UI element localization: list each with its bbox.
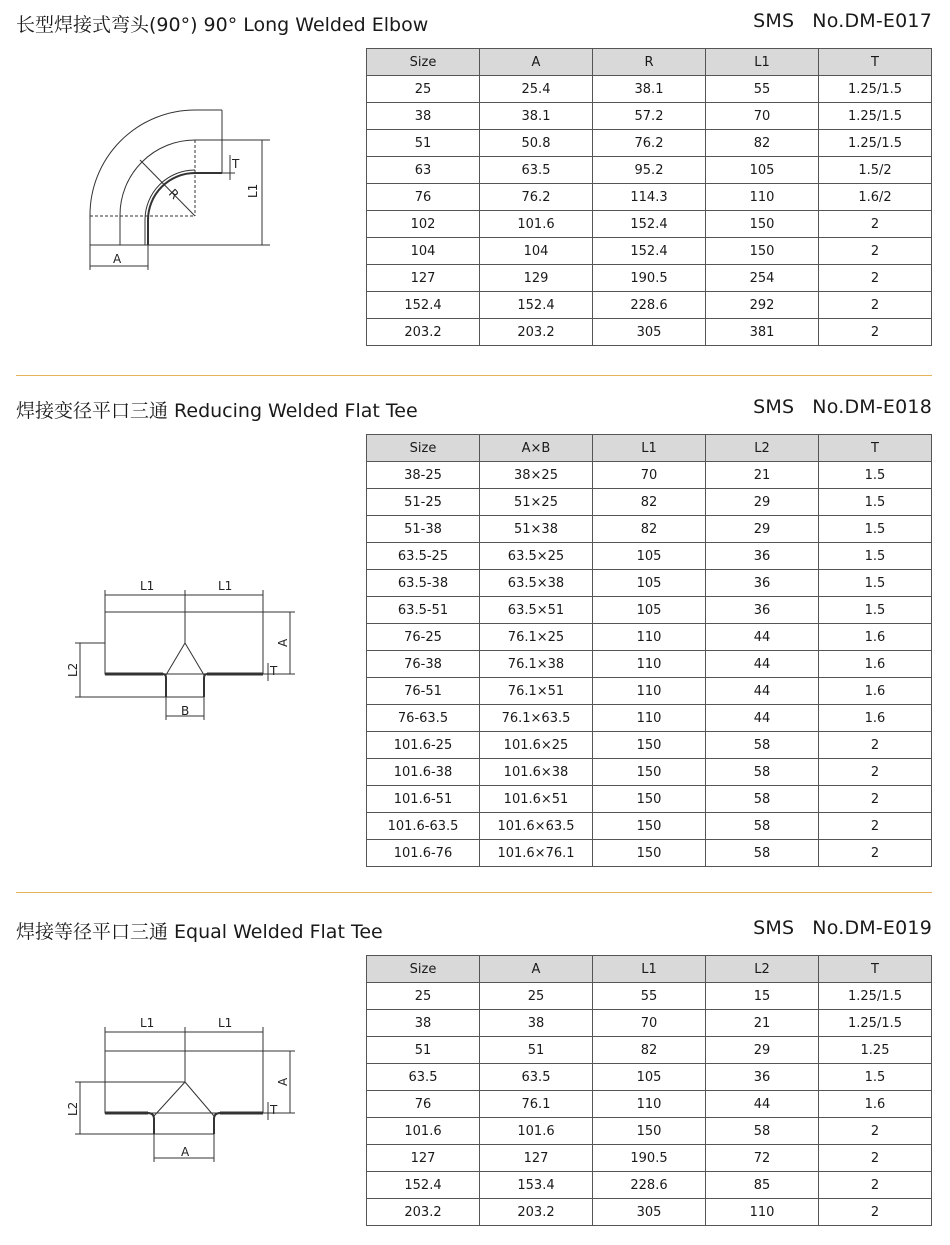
table-cell: 51: [367, 1037, 480, 1064]
table-cell: 58: [706, 786, 819, 813]
table-cell: 127: [367, 265, 480, 292]
column-header: Size: [367, 956, 480, 983]
table-cell: 38-25: [367, 462, 480, 489]
section-code-elbow: [753, 10, 932, 32]
table-cell: 102: [367, 211, 480, 238]
column-header: Size: [367, 49, 480, 76]
column-header: L1: [593, 956, 706, 983]
table-cell: 101.6-51: [367, 786, 480, 813]
column-header: L1: [706, 49, 819, 76]
table-cell: 38: [367, 103, 480, 130]
table-cell: 58: [706, 732, 819, 759]
table-cell: 1.5: [819, 516, 932, 543]
table-cell: 153.4: [480, 1172, 593, 1199]
column-header: L2: [706, 956, 819, 983]
table-cell: 58: [706, 840, 819, 867]
table-row: [367, 840, 932, 867]
table-cell: 292: [706, 292, 819, 319]
table-cell: 1.25/1.5: [819, 1010, 932, 1037]
section-divider: [16, 892, 932, 893]
equal-tee-label-l2: L2: [66, 1101, 80, 1116]
table-cell: 58: [706, 1118, 819, 1145]
table-cell: 51×38: [480, 516, 593, 543]
table-cell: 44: [706, 651, 819, 678]
column-header: A×B: [480, 435, 593, 462]
table-cell: 44: [706, 678, 819, 705]
table-row: [367, 543, 932, 570]
table-row: [367, 732, 932, 759]
table-cell: 127: [480, 1145, 593, 1172]
table-cell: 1.5: [819, 489, 932, 516]
reducing-tee-label-a: A: [276, 638, 290, 647]
column-header: A: [480, 49, 593, 76]
table-cell: 305: [593, 1199, 706, 1226]
column-header: A: [480, 956, 593, 983]
table-cell: 21: [706, 462, 819, 489]
product-code: No.DM-E019: [812, 917, 932, 939]
table-row: [367, 1064, 932, 1091]
table-cell: 203.2: [480, 1199, 593, 1226]
table-cell: 105: [593, 597, 706, 624]
table-cell: 228.6: [593, 1172, 706, 1199]
table-cell: 70: [706, 103, 819, 130]
table-cell: 25: [367, 76, 480, 103]
table-cell: 15: [706, 983, 819, 1010]
table-cell: 110: [706, 1199, 819, 1226]
table-row: [367, 678, 932, 705]
table-cell: 38×25: [480, 462, 593, 489]
table-cell: 2: [819, 1172, 932, 1199]
table-cell: 44: [706, 624, 819, 651]
table-cell: 29: [706, 516, 819, 543]
standard-label: SMS: [753, 10, 795, 32]
table-cell: 2: [819, 813, 932, 840]
table-cell: 1.6: [819, 651, 932, 678]
table-cell: 72: [706, 1145, 819, 1172]
table-cell: 38.1: [593, 76, 706, 103]
section-title-reducing-tee: 焊接变径平口三通 Reducing Welded Flat Tee: [16, 400, 418, 422]
table-row: [367, 211, 932, 238]
table-cell: 51×25: [480, 489, 593, 516]
column-header: T: [819, 435, 932, 462]
table-cell: 51-25: [367, 489, 480, 516]
table-cell: 1.5: [819, 1064, 932, 1091]
table-row: [367, 76, 932, 103]
table-cell: 76.1×63.5: [480, 705, 593, 732]
table-cell: 101.6×51: [480, 786, 593, 813]
table-cell: 57.2: [593, 103, 706, 130]
table-cell: 63.5×38: [480, 570, 593, 597]
table-cell: 2: [819, 211, 932, 238]
table-cell: 63.5: [480, 157, 593, 184]
table-cell: 110: [593, 651, 706, 678]
table-cell: 38: [480, 1010, 593, 1037]
table-cell: 44: [706, 1091, 819, 1118]
elbow-label-t: T: [232, 157, 240, 171]
column-header: T: [819, 49, 932, 76]
table-cell: 63.5×51: [480, 597, 593, 624]
table-cell: 101.6: [480, 1118, 593, 1145]
equal-tee-label-a: A: [276, 1077, 290, 1086]
table-row: [367, 651, 932, 678]
table-cell: 2: [819, 840, 932, 867]
table-cell: 76-51: [367, 678, 480, 705]
equal-tee-label-t: T: [270, 1103, 278, 1117]
elbow-drawing: [70, 100, 290, 280]
table-cell: 105: [593, 1064, 706, 1091]
table-cell: 203.2: [367, 1199, 480, 1226]
table-cell: 25: [480, 983, 593, 1010]
table-row: [367, 1118, 932, 1145]
section-code-reducing-tee: [753, 396, 932, 418]
table-cell: 82: [706, 130, 819, 157]
table-cell: 2: [819, 292, 932, 319]
table-row: [367, 462, 932, 489]
table-cell: 1.25: [819, 1037, 932, 1064]
table-cell: 228.6: [593, 292, 706, 319]
elbow-label-a: A: [113, 252, 122, 266]
table-cell: 190.5: [593, 1145, 706, 1172]
table-cell: 82: [593, 516, 706, 543]
table-cell: 1.25/1.5: [819, 76, 932, 103]
table-cell: 76.2: [593, 130, 706, 157]
table-row: [367, 130, 932, 157]
table-row: [367, 265, 932, 292]
table-cell: 76.2: [480, 184, 593, 211]
table-cell: 101.6-76: [367, 840, 480, 867]
section-title-elbow: 长型焊接式弯头(90°) 90° Long Welded Elbow: [16, 14, 429, 36]
spec-table-elbow: [366, 48, 932, 346]
table-cell: 101.6×25: [480, 732, 593, 759]
table-cell: 76.1×51: [480, 678, 593, 705]
table-cell: 110: [593, 678, 706, 705]
table-row: [367, 319, 932, 346]
table-row: [367, 570, 932, 597]
table-cell: 1.5: [819, 570, 932, 597]
table-cell: 254: [706, 265, 819, 292]
table-cell: 101.6: [480, 211, 593, 238]
table-cell: 150: [593, 786, 706, 813]
table-cell: 150: [706, 211, 819, 238]
equal-tee-label-l1-right: L1: [218, 1016, 233, 1030]
table-row: [367, 983, 932, 1010]
table-cell: 1.6: [819, 678, 932, 705]
table-cell: 51: [367, 130, 480, 157]
table-cell: 58: [706, 759, 819, 786]
table-cell: 305: [593, 319, 706, 346]
table-row: [367, 759, 932, 786]
equal-tee-drawing: [60, 1012, 300, 1167]
table-cell: 29: [706, 489, 819, 516]
table-cell: 70: [593, 1010, 706, 1037]
table-cell: 63: [367, 157, 480, 184]
table-cell: 82: [593, 489, 706, 516]
table-cell: 36: [706, 1064, 819, 1091]
table-cell: 95.2: [593, 157, 706, 184]
table-row: [367, 813, 932, 840]
column-header: T: [819, 956, 932, 983]
table-cell: 110: [593, 705, 706, 732]
table-cell: 38.1: [480, 103, 593, 130]
table-cell: 101.6-63.5: [367, 813, 480, 840]
elbow-label-r: R: [165, 186, 182, 203]
table-cell: 101.6-25: [367, 732, 480, 759]
table-cell: 44: [706, 705, 819, 732]
section-code-equal-tee: [753, 917, 932, 939]
table-cell: 76-38: [367, 651, 480, 678]
table-cell: 110: [593, 624, 706, 651]
table-cell: 105: [593, 543, 706, 570]
table-row: [367, 516, 932, 543]
table-cell: 25: [367, 983, 480, 1010]
table-row: [367, 597, 932, 624]
table-row: [367, 1037, 932, 1064]
table-cell: 190.5: [593, 265, 706, 292]
table-cell: 101.6-38: [367, 759, 480, 786]
table-cell: 150: [593, 813, 706, 840]
table-cell: 1.5/2: [819, 157, 932, 184]
table-row: [367, 1172, 932, 1199]
table-cell: 51-38: [367, 516, 480, 543]
table-cell: 63.5×25: [480, 543, 593, 570]
table-cell: 76: [367, 184, 480, 211]
table-cell: 55: [706, 76, 819, 103]
table-cell: 1.5: [819, 597, 932, 624]
table-cell: 85: [706, 1172, 819, 1199]
table-cell: 55: [593, 983, 706, 1010]
table-cell: 76-25: [367, 624, 480, 651]
table-cell: 203.2: [480, 319, 593, 346]
reducing-tee-label-l1-right: L1: [218, 579, 233, 593]
equal-tee-label-a-bottom: A: [181, 1145, 190, 1159]
table-cell: 36: [706, 543, 819, 570]
table-cell: 101.6×38: [480, 759, 593, 786]
table-cell: 1.6: [819, 624, 932, 651]
table-cell: 1.6: [819, 705, 932, 732]
table-cell: 104: [367, 238, 480, 265]
table-cell: 38: [367, 1010, 480, 1037]
table-cell: 58: [706, 813, 819, 840]
table-cell: 1.5: [819, 462, 932, 489]
table-cell: 21: [706, 1010, 819, 1037]
section-divider: [16, 375, 932, 376]
table-cell: 1.25/1.5: [819, 130, 932, 157]
table-cell: 150: [593, 759, 706, 786]
table-cell: 2: [819, 238, 932, 265]
table-row: [367, 103, 932, 130]
table-cell: 63.5: [367, 1064, 480, 1091]
table-cell: 152.4: [480, 292, 593, 319]
table-row: [367, 292, 932, 319]
table-cell: 381: [706, 319, 819, 346]
table-cell: 127: [367, 1145, 480, 1172]
table-cell: 2: [819, 1199, 932, 1226]
product-code: No.DM-E017: [812, 10, 932, 32]
table-cell: 29: [706, 1037, 819, 1064]
table-cell: 2: [819, 732, 932, 759]
table-cell: 152.4: [367, 1172, 480, 1199]
column-header: Size: [367, 435, 480, 462]
column-header: L1: [593, 435, 706, 462]
table-cell: 105: [593, 570, 706, 597]
column-header: L2: [706, 435, 819, 462]
table-row: [367, 1145, 932, 1172]
table-cell: 152.4: [593, 211, 706, 238]
table-cell: 25.4: [480, 76, 593, 103]
table-row: [367, 705, 932, 732]
table-cell: 2: [819, 759, 932, 786]
table-cell: 129: [480, 265, 593, 292]
table-cell: 63.5-38: [367, 570, 480, 597]
table-cell: 36: [706, 570, 819, 597]
table-cell: 152.4: [593, 238, 706, 265]
table-cell: 1.6: [819, 1091, 932, 1118]
table-cell: 2: [819, 1118, 932, 1145]
standard-label: SMS: [753, 917, 795, 939]
table-cell: 63.5-51: [367, 597, 480, 624]
table-row: [367, 1091, 932, 1118]
table-row: [367, 1010, 932, 1037]
table-cell: 2: [819, 319, 932, 346]
table-cell: 105: [706, 157, 819, 184]
table-cell: 101.6×63.5: [480, 813, 593, 840]
reducing-tee-label-l1-left: L1: [140, 579, 155, 593]
table-row: [367, 624, 932, 651]
standard-label: SMS: [753, 396, 795, 418]
table-cell: 76-63.5: [367, 705, 480, 732]
table-cell: 76.1×38: [480, 651, 593, 678]
table-cell: 1.5: [819, 543, 932, 570]
reducing-tee-label-l2: L2: [66, 662, 80, 677]
table-cell: 2: [819, 265, 932, 292]
spec-table-equal-tee: [366, 955, 932, 1226]
table-cell: 76.1×25: [480, 624, 593, 651]
table-row: [367, 1199, 932, 1226]
equal-tee-label-l1-left: L1: [140, 1016, 155, 1030]
table-row: [367, 489, 932, 516]
table-cell: 150: [593, 1118, 706, 1145]
table-cell: 36: [706, 597, 819, 624]
table-cell: 50.8: [480, 130, 593, 157]
table-row: [367, 184, 932, 211]
table-row: [367, 786, 932, 813]
table-cell: 63.5: [480, 1064, 593, 1091]
section-title-equal-tee: 焊接等径平口三通 Equal Welded Flat Tee: [16, 921, 383, 943]
reducing-tee-drawing: [60, 575, 300, 725]
table-cell: 150: [593, 840, 706, 867]
reducing-tee-label-b: B: [181, 704, 190, 718]
table-cell: 203.2: [367, 319, 480, 346]
table-cell: 76: [367, 1091, 480, 1118]
reducing-tee-label-t: T: [270, 664, 278, 678]
table-cell: 2: [819, 1145, 932, 1172]
table-cell: 114.3: [593, 184, 706, 211]
table-cell: 1.6/2: [819, 184, 932, 211]
table-cell: 1.25/1.5: [819, 103, 932, 130]
table-cell: 70: [593, 462, 706, 489]
spec-table-reducing-tee: [366, 434, 932, 867]
table-cell: 150: [706, 238, 819, 265]
elbow-label-l1: L1: [246, 183, 260, 198]
table-cell: 104: [480, 238, 593, 265]
product-code: No.DM-E018: [812, 396, 932, 418]
table-cell: 152.4: [367, 292, 480, 319]
table-cell: 110: [706, 184, 819, 211]
table-cell: 101.6: [367, 1118, 480, 1145]
table-cell: 101.6×76.1: [480, 840, 593, 867]
table-cell: 110: [593, 1091, 706, 1118]
table-cell: 82: [593, 1037, 706, 1064]
table-cell: 1.25/1.5: [819, 983, 932, 1010]
table-cell: 51: [480, 1037, 593, 1064]
table-row: [367, 238, 932, 265]
table-cell: 150: [593, 732, 706, 759]
table-cell: 2: [819, 786, 932, 813]
table-row: [367, 157, 932, 184]
table-cell: 63.5-25: [367, 543, 480, 570]
column-header: R: [593, 49, 706, 76]
table-cell: 76.1: [480, 1091, 593, 1118]
